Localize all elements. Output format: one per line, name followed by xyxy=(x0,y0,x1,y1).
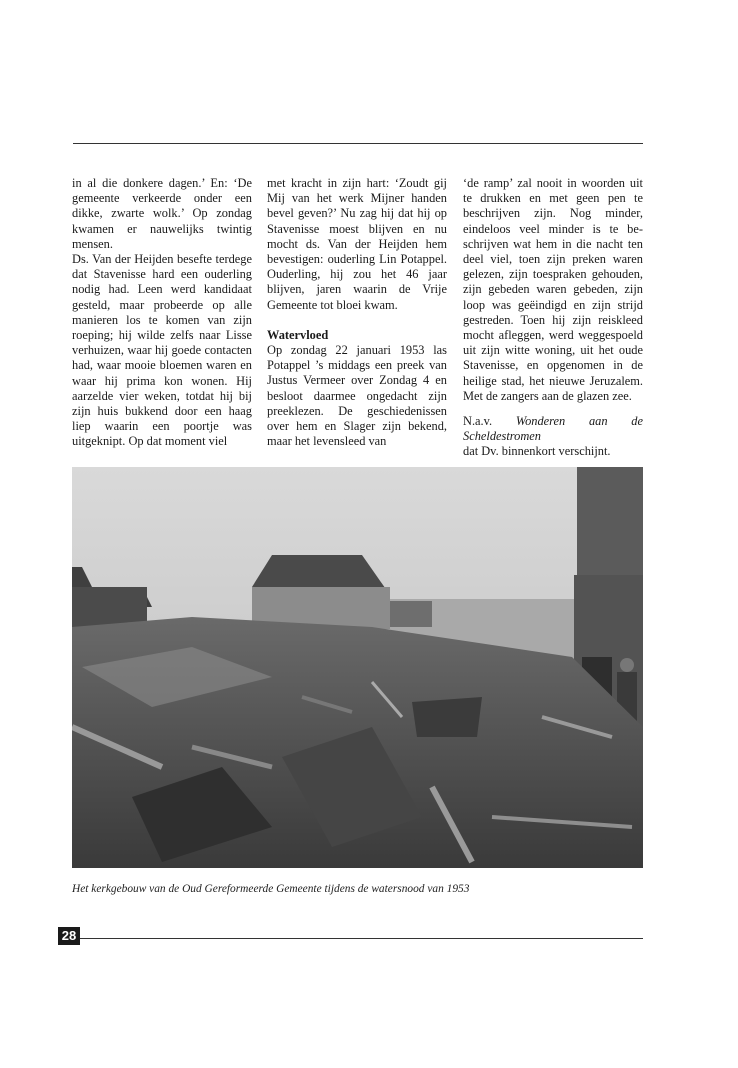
text-column-2 xyxy=(267,176,447,449)
page-number: 28 xyxy=(58,927,80,945)
flood-photograph xyxy=(72,467,643,868)
bottom-rule xyxy=(80,938,643,939)
credit-book-title: Wonderen aan de Scheldestromen xyxy=(463,414,643,444)
top-rule xyxy=(73,143,643,144)
section-heading: Watervloed xyxy=(267,327,329,342)
text-column-3 xyxy=(463,176,643,460)
column1-paragraph-1: in al die donkere dagen.’ En: ‘De gemeente verkeerde onder een dikke, zwarte wolk.’ Op zondag kwamen er nauwelijks twintig mensen. xyxy=(72,176,252,251)
source-credit xyxy=(463,414,643,460)
photo-caption: Het kerkgebouw van de Oud Gereformeerde Gemeente tijdens de watersnood van 1953 xyxy=(72,883,470,895)
text-column-1 xyxy=(72,176,252,450)
credit-prefix: N.a.v. xyxy=(463,414,516,429)
column2-paragraph-2: Op zondag 22 januari 1953 las Potappel ’s middags een preek van Justus Vermeer over Zondag 4 en besloot daarmee ongedacht zijn preeklezen. De geschiedenissen over hem en Slager zijn bekend, maar het levensleed van xyxy=(267,343,447,449)
column3-paragraph-1: ‘de ramp’ zal nooit in woorden uit te drukken en met geen pen te beschrijven zijn. Nog minder, eindeloos veel minder is te beschrijven wat hem in die nacht ten deel viel, toen zijn preken waren gelezen, zijn toespraken gehouden, zijn gebeden waren gebeden, zijn loop was geëindigd en zijn strijd gestreden. Toen hij zijn reiskleed mocht afleggen, werd weggespoeld uit zijn witte woning, uit het oude Stavenisse, en opgenomen in de heilige stad, het nieuwe Jeruzalem. Met de zangers aan de glazen zee. xyxy=(463,176,643,403)
column1-paragraph-2: Ds. Van der Heijden besefte terdege dat Stavenisse hard een ouderling nodig had. Leen werd kandidaat gesteld, maar probeerde op alle manieren los te komen van zijn roeping; hij wilde zelfs naar Lisse verhuizen, waar hij goede contacten had, waar mooie bloemen waren en waar hij prima kon wonen. Hij aarzelde vier weken, totdat hij bij zijn huis bukkend door een haag liep waarin een poortje was uitgeknipt. Op dat moment viel xyxy=(72,252,252,449)
credit-suffix: dat Dv. binnenkort verschijnt. xyxy=(463,444,611,459)
column2-paragraph-1: met kracht in zijn hart: ‘Zoudt gij Mij van het werk Mijner handen bevel geven?’ Nu zag hij dat hij op Stavenisse moest blijven en nu mocht ds. Van der Heijden hem bevestigen: ouderling Lin Potappel. Ouderling, hij zou het 46 jaar blijven, jaren waarin de Vrije Gemeente tot bloei kwam. xyxy=(267,176,447,312)
